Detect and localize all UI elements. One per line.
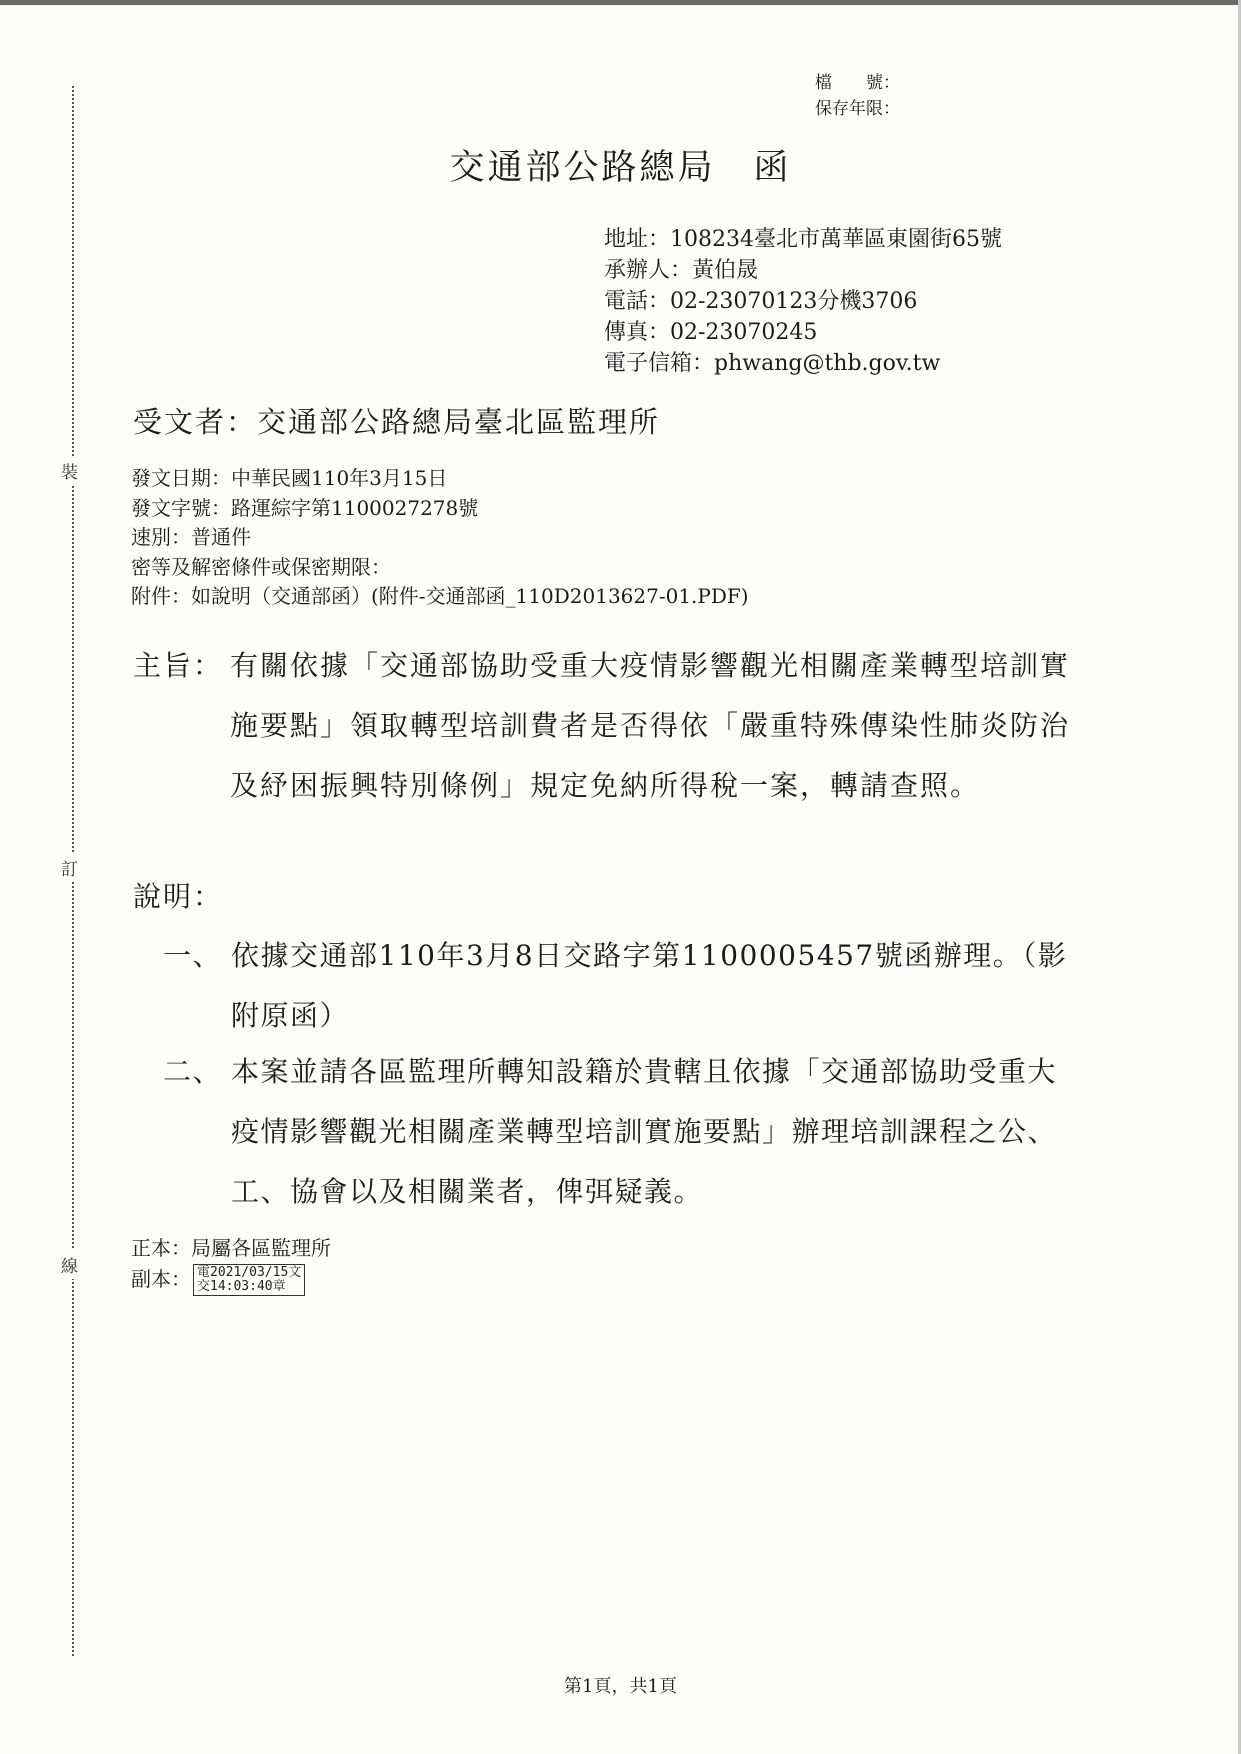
copy-label: 副本： bbox=[131, 1267, 191, 1291]
document-number: 發文字號：路運綜字第1100027278號 bbox=[131, 495, 479, 520]
explanation-item bbox=[163, 926, 1073, 1046]
item-number: 二、 bbox=[163, 1055, 223, 1088]
contact-fax: 傳真：02-23070245 bbox=[604, 320, 818, 345]
retention-period-label: 保存年限： bbox=[815, 99, 900, 119]
copy-recipients bbox=[131, 1264, 331, 1296]
contact-block bbox=[604, 224, 1002, 379]
contact-email: 電子信箱：phwang@thb.gov.tw bbox=[604, 351, 941, 376]
stamp-line-1: 電2021/03/15文 bbox=[197, 1265, 302, 1280]
distribution-block bbox=[131, 1233, 331, 1296]
binding-mark-xian: 線 bbox=[61, 1250, 78, 1279]
item-number: 一、 bbox=[163, 939, 223, 972]
item-text: 本案並請各區監理所轉知設籍於貴轄且依據「交通部協助受重大疫情影響觀光相關產業轉型培訓實施要點」辦理培訓課程之公、工、協會以及相關業者，俾弭疑義。 bbox=[231, 1055, 1058, 1208]
contact-address: 地址：108234臺北市萬華區東園街65號 bbox=[604, 227, 1002, 252]
attachment-info: 附件：如說明（交通部函）(附件-交通部函_110D2013627-01.PDF) bbox=[131, 584, 749, 608]
subject-section bbox=[133, 636, 1073, 816]
explanation-label: 說明： bbox=[133, 880, 224, 913]
document-meta bbox=[131, 464, 749, 612]
archive-info bbox=[815, 70, 900, 122]
page-number: 第1頁，共1頁 bbox=[564, 1676, 677, 1697]
item-text: 依據交通部110年3月8日交路字第1100005457號函辦理。（影附原函） bbox=[231, 939, 1068, 1032]
issuing-agency: 交通部公路總局 bbox=[449, 148, 716, 188]
scan-edge-top bbox=[0, 0, 1241, 5]
delivery-speed: 速別：普通件 bbox=[131, 525, 251, 549]
electronic-stamp bbox=[193, 1264, 305, 1296]
binding-mark-zhuang: 裝 bbox=[61, 456, 78, 485]
original-recipients: 正本：局屬各區監理所 bbox=[131, 1236, 331, 1260]
document-type: 函 bbox=[753, 148, 792, 188]
contact-handler: 承辦人：黃伯晟 bbox=[604, 258, 759, 283]
recipient: 受文者：交通部公路總局臺北區監理所 bbox=[133, 405, 661, 439]
document-title bbox=[0, 140, 1241, 190]
stamp-line-2: 交14:03:40章 bbox=[197, 1279, 286, 1294]
file-number-label: 檔 號： bbox=[815, 73, 900, 93]
explanation-item bbox=[163, 1042, 1073, 1222]
issue-date: 發文日期：中華民國110年3月15日 bbox=[131, 466, 448, 490]
subject-label: 主旨： bbox=[133, 649, 224, 682]
binding-mark-ding: 訂 bbox=[61, 853, 78, 882]
subject-text: 有關依據「交通部協助受重大疫情影響觀光相關產業轉型培訓實施要點」領取轉型培訓費者是否得依「嚴重特殊傳染性肺炎防治及紓困振興特別條例」規定免納所得稅一案，轉請查照。 bbox=[230, 649, 1071, 802]
contact-phone: 電話：02-23070123分機3706 bbox=[604, 289, 918, 314]
security-level: 密等及解密條件或保密期限： bbox=[131, 554, 391, 579]
